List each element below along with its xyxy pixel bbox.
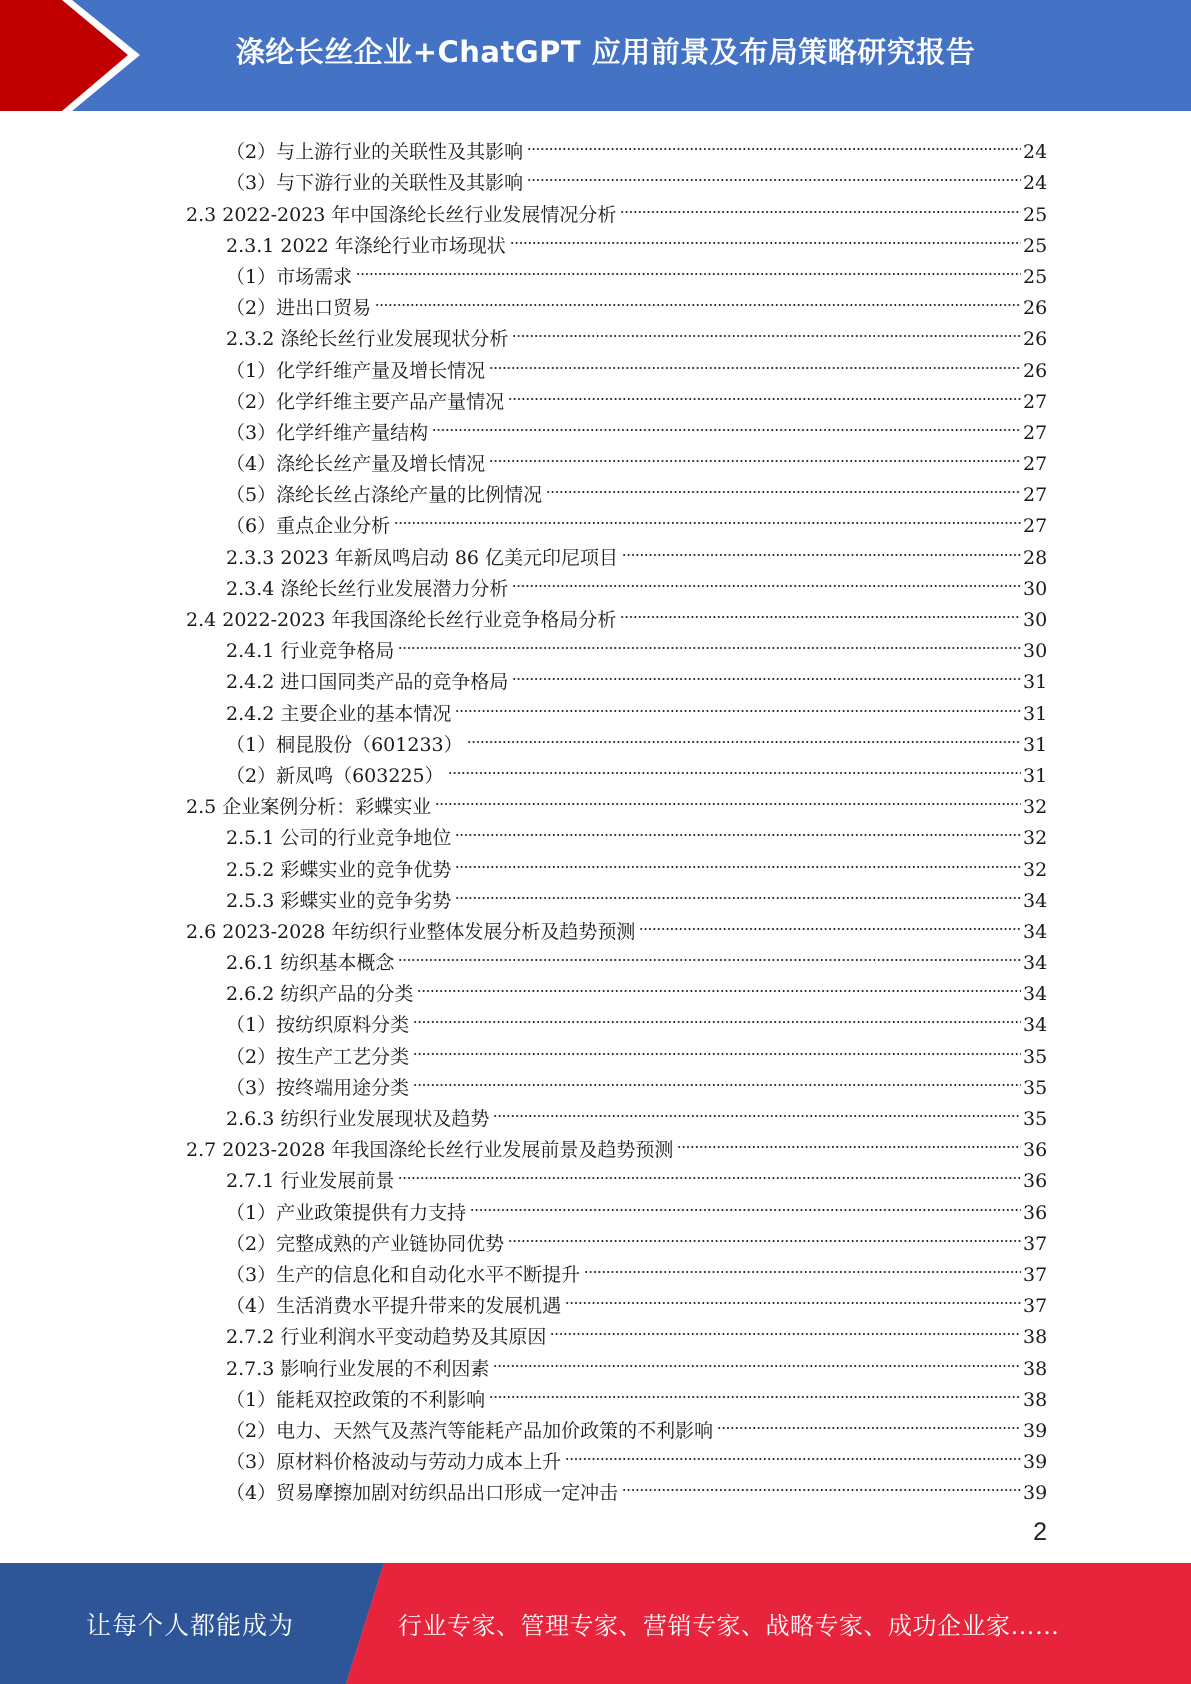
toc-entry-title: （3）生产的信息化和自动化水平不断提升 <box>226 1263 581 1286</box>
toc-entry[interactable] <box>0 1437 1191 1474</box>
toc-entry[interactable] <box>0 688 1191 725</box>
toc-dot-leader <box>373 283 1021 314</box>
toc-entry-page: 25 <box>1023 203 1048 226</box>
toc-entry[interactable] <box>0 1406 1191 1442</box>
toc-entry[interactable] <box>0 189 1191 226</box>
toc-entry-page: 25 <box>1023 265 1048 288</box>
toc-entry[interactable] <box>0 1031 1191 1068</box>
toc-entry-title: 2.7.3 影响行业发展的不利因素 <box>226 1357 490 1380</box>
toc-entry-title: 2.6 2023-2028 年纺织行业整体发展分析及趋势预测 <box>186 920 636 943</box>
toc-entry-title: （2）按生产工艺分类 <box>226 1045 410 1068</box>
toc-entry[interactable] <box>0 1312 1191 1349</box>
toc-entry-title: 2.6.2 纺织产品的分类 <box>226 983 414 1006</box>
toc-dot-leader <box>510 564 1021 595</box>
toc-dot-leader <box>487 439 1021 470</box>
toc-dot-leader <box>506 377 1021 408</box>
toc-entry-page: 30 <box>1023 640 1048 663</box>
toc-dot-leader <box>396 626 1021 657</box>
toc-entry[interactable] <box>0 408 1191 444</box>
toc-entry-title: （1）市场需求 <box>226 265 353 288</box>
toc-dot-leader <box>715 1406 1021 1437</box>
toc-entry[interactable] <box>0 1000 1191 1037</box>
toc-entry-title: （2）电力、天然气及蒸汽等能耗产品加价政策的不利影响 <box>226 1419 714 1442</box>
toc-entry-title: （4）生活消费水平提升带来的发展机遇 <box>226 1295 562 1318</box>
toc-entry[interactable] <box>0 720 1191 756</box>
toc-dot-leader <box>618 595 1021 626</box>
toc-entry-page: 37 <box>1023 1295 1048 1318</box>
toc-dot-leader <box>453 688 1021 719</box>
toc-entry-page: 35 <box>1023 1045 1048 1068</box>
toc-dot-leader <box>508 221 1021 252</box>
toc-entry-title: （2）化学纤维主要产品产量情况 <box>226 390 505 413</box>
page-number: 2 <box>1033 1518 1047 1546</box>
toc-entry-title: 2.4 2022-2023 年我国涤纶长丝行业竞争格局分析 <box>186 609 617 631</box>
toc-dot-leader <box>525 158 1021 189</box>
toc-entry[interactable] <box>0 127 1191 164</box>
toc-entry[interactable] <box>0 439 1191 476</box>
toc-entry[interactable] <box>0 532 1191 569</box>
toc-entry[interactable] <box>0 1468 1191 1505</box>
toc-dot-leader <box>510 657 1021 688</box>
toc-dot-leader <box>354 252 1021 283</box>
toc-entry-page: 35 <box>1023 1076 1048 1099</box>
toc-entry[interactable] <box>0 1343 1191 1380</box>
toc-entry[interactable] <box>0 1375 1191 1411</box>
toc-entry[interactable] <box>0 813 1191 850</box>
toc-entry-page: 27 <box>1023 484 1048 507</box>
toc-dot-leader <box>510 314 1021 345</box>
toc-entry-page: 36 <box>1023 1170 1048 1193</box>
toc-entry-title: 2.3 2022-2023 年中国涤纶长丝行业发展情况分析 <box>186 203 617 226</box>
toc-entry-title: 2.3.1 2022 年涤纶行业市场现状 <box>226 234 506 257</box>
toc-entry[interactable] <box>0 1094 1191 1130</box>
toc-entry-title: 2.4.2 进口国同类产品的竞争格局 <box>226 671 509 694</box>
toc-dot-leader <box>433 782 1021 813</box>
toc-entry[interactable] <box>0 470 1191 507</box>
toc-dot-leader <box>491 1094 1021 1125</box>
toc-entry-page: 24 <box>1023 172 1048 195</box>
toc-entry-title: 2.3.3 2023 年新凤鸣启动 86 亿美元印尼项目 <box>226 546 619 569</box>
toc-entry-page: 27 <box>1023 390 1048 413</box>
toc-dot-leader <box>563 1281 1021 1312</box>
toc-dot-leader <box>582 1250 1021 1281</box>
toc-entry-title: 2.6.1 纺织基本概念 <box>226 952 395 975</box>
toc-entry-title: （3）与下游行业的关联性及其影响 <box>226 172 524 195</box>
toc-entry-title: （2）完整成熟的产业链协同优势 <box>226 1232 505 1255</box>
toc-dot-leader <box>446 751 1021 782</box>
toc-entry-title: （2）进出口贸易 <box>226 297 372 320</box>
toc-entry-page: 27 <box>1023 453 1048 476</box>
toc-entry-title: 2.5.1 公司的行业竞争地位 <box>226 827 452 850</box>
toc-dot-leader <box>411 1063 1021 1094</box>
report-title <box>0 0 1191 100</box>
toc-entry[interactable] <box>0 751 1191 787</box>
toc-entry-page: 31 <box>1023 733 1048 756</box>
toc-dot-leader <box>411 1000 1021 1031</box>
toc-entry[interactable] <box>0 158 1191 195</box>
toc-entry[interactable] <box>0 657 1191 694</box>
toc-entry-title: 2.5.3 彩蝶实业的竞争劣势 <box>226 889 452 912</box>
toc-dot-leader <box>487 345 1021 376</box>
toc-entry-title: 2.5.2 彩蝶实业的竞争优势 <box>226 858 452 881</box>
toc-entry-title: （6）重点企业分析 <box>226 515 391 538</box>
page-footer <box>0 1563 1191 1684</box>
toc-entry[interactable] <box>0 501 1191 538</box>
toc-dot-leader <box>396 1156 1021 1187</box>
toc-entry-page: 35 <box>1023 1108 1048 1130</box>
report-title-text: 涤纶长丝企业+ChatGPT 应用前景及布局策略研究报告 <box>235 34 976 69</box>
toc-entry[interactable] <box>0 345 1191 382</box>
toc-entry-page: 36 <box>1023 1201 1048 1224</box>
toc-dot-leader <box>491 1343 1021 1374</box>
toc-entry-title: （2）新凤鸣（603225） <box>226 764 444 787</box>
toc-dot-leader <box>453 876 1021 907</box>
toc-entry-page: 27 <box>1023 421 1048 444</box>
toc-entry-page: 26 <box>1023 359 1048 382</box>
toc-entry-title: 2.3.2 涤纶长丝行业发展现状分析 <box>226 328 509 351</box>
toc-dot-leader <box>675 1125 1021 1156</box>
toc-dot-leader <box>453 813 1021 844</box>
toc-entry-page: 32 <box>1023 827 1048 850</box>
toc-entry-title: （1）能耗双控政策的不利影响 <box>226 1388 486 1411</box>
toc-dot-leader <box>620 1468 1021 1499</box>
toc-entry-title: （1）桐昆股份（601233） <box>226 733 463 756</box>
toc-entry-title: 2.3.4 涤纶长丝行业发展潜力分析 <box>226 577 509 600</box>
toc-entry[interactable] <box>0 595 1191 631</box>
toc-entry[interactable] <box>0 938 1191 975</box>
toc-entry[interactable] <box>0 314 1191 351</box>
toc-entry-page: 38 <box>1023 1357 1048 1380</box>
toc-entry-title: 2.7.1 行业发展前景 <box>226 1170 395 1193</box>
toc-dot-leader <box>618 189 1021 220</box>
toc-entry-title: （4）贸易摩擦加剧对纺织品出口形成一定冲击 <box>226 1482 619 1505</box>
toc-entry-page: 36 <box>1023 1139 1048 1162</box>
toc-entry-page: 37 <box>1023 1263 1048 1286</box>
toc-entry[interactable] <box>0 1187 1191 1224</box>
toc-dot-leader <box>563 1437 1021 1468</box>
toc-entry-title: 2.7 2023-2028 年我国涤纶长丝行业发展前景及趋势预测 <box>186 1139 674 1162</box>
footer-slogan-right: 行业专家、管理专家、营销专家、战略专家、成功企业家…… <box>398 1612 1060 1640</box>
toc-dot-leader <box>396 938 1021 969</box>
toc-dot-leader <box>468 1187 1021 1218</box>
toc-entry-page: 25 <box>1023 234 1048 257</box>
toc-entry[interactable] <box>0 1281 1191 1318</box>
toc-dot-leader <box>415 969 1021 1000</box>
toc-entry-page: 30 <box>1023 609 1048 631</box>
toc-entry-page: 39 <box>1023 1419 1048 1442</box>
toc-dot-leader <box>487 1375 1021 1406</box>
toc-entry-title: （3）按终端用途分类 <box>226 1076 410 1099</box>
toc-dot-leader <box>544 470 1021 501</box>
toc-dot-leader <box>637 907 1021 938</box>
toc-dot-leader <box>411 1031 1021 1062</box>
page-header <box>0 0 1191 111</box>
toc-dot-leader <box>430 408 1021 439</box>
toc-entry-page: 34 <box>1023 889 1048 912</box>
toc-entry-page: 31 <box>1023 702 1048 725</box>
toc-entry[interactable] <box>0 283 1191 320</box>
toc-entry-page: 32 <box>1023 858 1048 881</box>
toc-entry-page: 26 <box>1023 328 1048 351</box>
toc-entry-page: 39 <box>1023 1451 1048 1474</box>
toc-dot-leader <box>453 844 1021 875</box>
toc-entry-page: 38 <box>1023 1326 1048 1349</box>
toc-entry-title: （4）涤纶长丝产量及增长情况 <box>226 453 486 476</box>
toc-entry-title: （5）涤纶长丝占涤纶产量的比例情况 <box>226 484 543 507</box>
toc-dot-leader <box>392 501 1021 532</box>
toc-entry-page: 31 <box>1023 764 1048 787</box>
toc-dot-leader <box>620 532 1021 563</box>
toc-entry-page: 30 <box>1023 577 1048 600</box>
toc-entry[interactable] <box>0 221 1191 257</box>
toc-entry-page: 34 <box>1023 952 1048 975</box>
toc-entry-page: 31 <box>1023 671 1048 694</box>
toc-entry[interactable] <box>0 564 1191 600</box>
toc-entry-page: 34 <box>1023 1014 1048 1037</box>
toc-entry[interactable] <box>0 1156 1191 1193</box>
toc-entry-title: 2.7.2 行业利润水平变动趋势及其原因 <box>226 1326 547 1349</box>
toc-entry-page: 34 <box>1023 983 1048 1006</box>
toc-entry[interactable] <box>0 844 1191 881</box>
toc-entry[interactable] <box>0 626 1191 663</box>
toc-entry-page: 34 <box>1023 920 1048 943</box>
toc-entry-page: 37 <box>1023 1232 1048 1255</box>
toc-entry[interactable] <box>0 1219 1191 1255</box>
toc-entry-title: （1）产业政策提供有力支持 <box>226 1201 467 1224</box>
toc-entry[interactable] <box>0 377 1191 413</box>
toc-entry[interactable] <box>0 876 1191 912</box>
toc-entry[interactable] <box>0 969 1191 1006</box>
toc-entry-title: （3）化学纤维产量结构 <box>226 421 429 444</box>
toc-entry[interactable] <box>0 1250 1191 1286</box>
toc-entry-title: 2.4.1 行业竞争格局 <box>226 640 395 663</box>
toc-entry[interactable] <box>0 907 1191 943</box>
toc-entry[interactable] <box>0 1125 1191 1162</box>
toc-entry-title: （1）化学纤维产量及增长情况 <box>226 359 486 382</box>
toc-dot-leader <box>506 1219 1021 1250</box>
toc-entry-title: 2.6.3 纺织行业发展现状及趋势 <box>226 1108 490 1130</box>
toc-dot-leader <box>465 720 1021 751</box>
toc-entry-page: 27 <box>1023 515 1048 538</box>
toc-entry[interactable] <box>0 782 1191 819</box>
toc-entry-title: （1）按纺织原料分类 <box>226 1014 410 1037</box>
toc-entry-title: （2）与上游行业的关联性及其影响 <box>226 141 524 164</box>
toc-entry-title: （3）原材料价格波动与劳动力成本上升 <box>226 1451 562 1474</box>
toc-entry-page: 32 <box>1023 796 1048 819</box>
toc-entry-page: 39 <box>1023 1482 1048 1505</box>
toc-dot-leader <box>548 1312 1021 1343</box>
toc-entry-page: 38 <box>1023 1388 1048 1411</box>
footer-slogan-left: 让每个人都能成为 <box>85 1610 294 1640</box>
toc-entry[interactable] <box>0 252 1191 288</box>
toc-entry[interactable] <box>0 1063 1191 1099</box>
toc-entry-title: 2.4.2 主要企业的基本情况 <box>226 702 452 725</box>
table-of-contents <box>0 127 1191 1505</box>
toc-entry-page: 24 <box>1023 141 1048 164</box>
toc-entry-title: 2.5 企业案例分析：彩蝶实业 <box>186 796 432 819</box>
toc-dot-leader <box>525 127 1021 158</box>
toc-entry-page: 26 <box>1023 297 1048 320</box>
toc-entry-page: 28 <box>1023 546 1048 569</box>
